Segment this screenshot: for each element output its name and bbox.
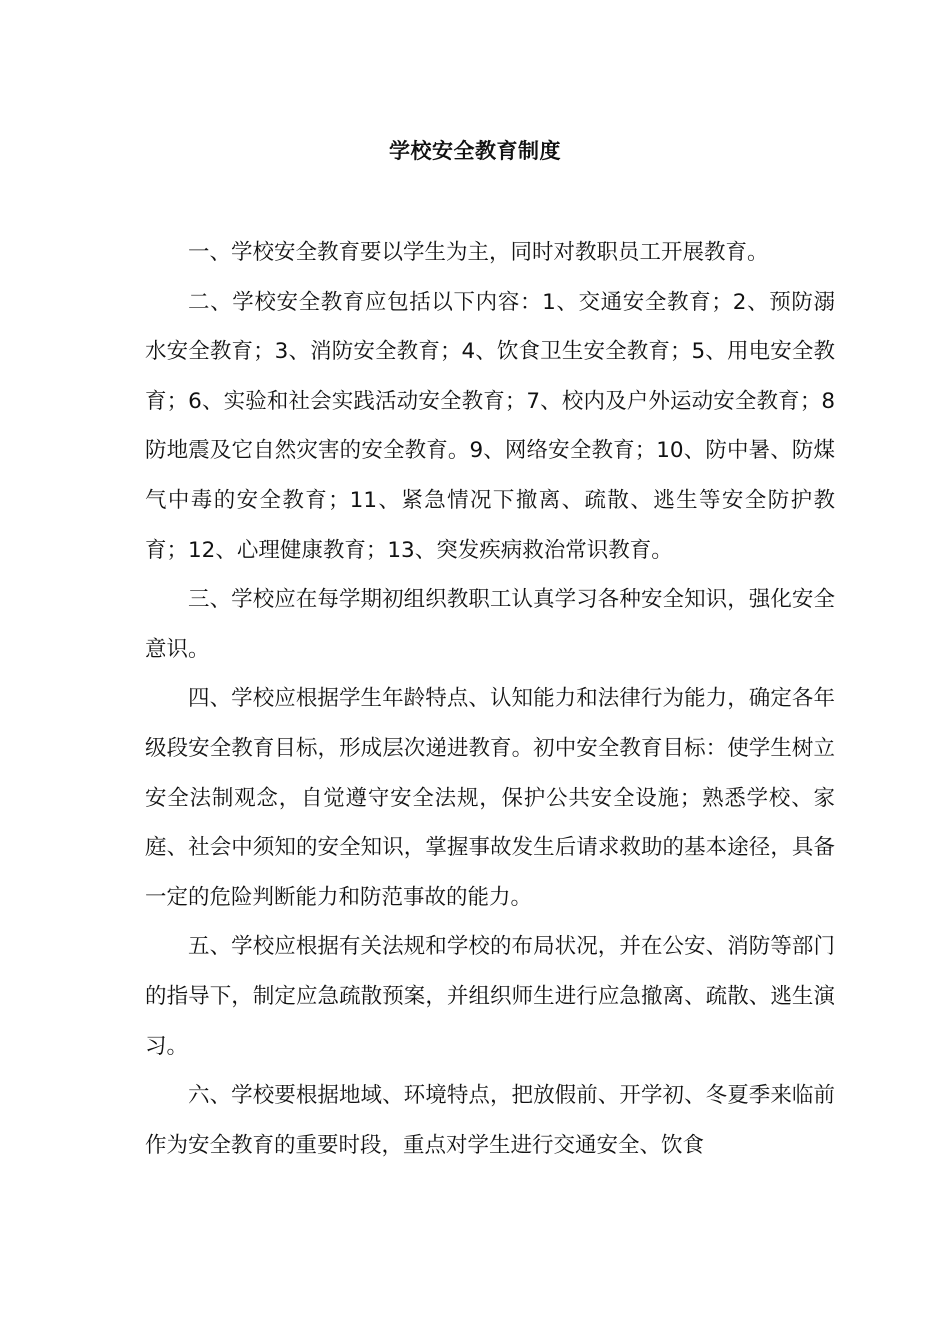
paragraph-4: 四、学校应根据学生年龄特点、认知能力和法律行为能力，确定各年级段安全教育目标，形成层次递进教育。初中安全教育目标：使学生树立安全法制观念，自觉遵守安全法规，保护公共安全设施；熟悉学校、家庭、社会中须知的安全知识，掌握事故发生后请求救助的基本途径，具备一定的危险判断能力和防范事故的能力。 bbox=[145, 686, 835, 910]
paragraph-5: 五、学校应根据有关法规和学校的布局状况，并在公安、消防等部门的指导下，制定应急疏散预案，并组织师生进行应急撤离、疏散、逃生演习。 bbox=[145, 934, 835, 1059]
paragraph-1: 一、学校安全教育要以学生为主，同时对教职员工开展教育。 bbox=[188, 240, 769, 265]
paragraph-2: 二、学校安全教育应包括以下内容：1、交通安全教育；2、预防溺水安全教育；3、消防安全教育；4、饮食卫生安全教育；5、用电安全教育；6、实验和社会实践活动安全教育；7、校内及户外运动安全教育；8防地震及它自然灾害的安全教育。9、网络安全教育；10、防中暑、防煤气中毒的安全教育；11、紧急情况下撤离、疏散、逃生等安全防护教育；12、心理健康教育；13、突发疾病救治常识教育。 bbox=[145, 289, 835, 563]
document-title: 学校安全教育制度 bbox=[389, 139, 561, 163]
paragraph-3: 三、学校应在每学期初组织教职工认真学习各种安全知识，强化安全意识。 bbox=[145, 587, 835, 662]
document-body bbox=[145, 228, 835, 1170]
paragraph-6: 六、学校要根据地域、环境特点，把放假前、开学初、冬夏季来临前作为安全教育的重要时段，重点对学生进行交通安全、饮食 bbox=[145, 1083, 835, 1158]
